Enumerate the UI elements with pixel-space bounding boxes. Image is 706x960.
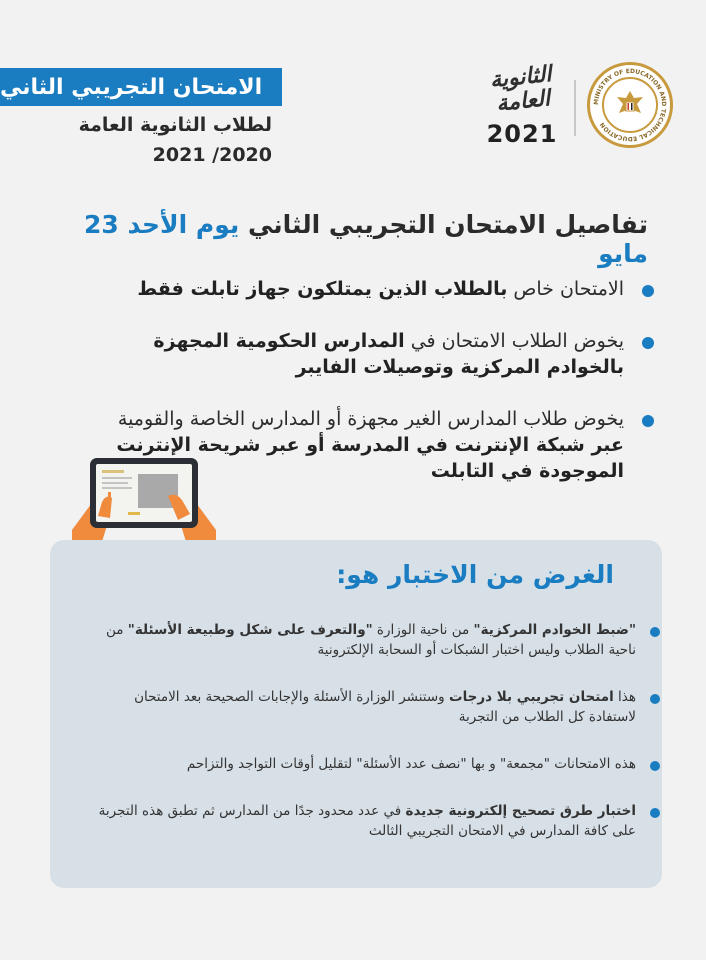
exam-title-banner bbox=[0, 68, 282, 106]
logos-area bbox=[472, 62, 672, 152]
program-year: 2021 bbox=[486, 120, 558, 148]
purpose-item-text: هذا bbox=[613, 689, 636, 705]
purpose-list bbox=[96, 620, 636, 868]
bullet-dot-icon bbox=[642, 415, 654, 427]
purpose-item-bold: "ضبط الخوادم المركزية" bbox=[473, 622, 636, 638]
bullet-dot-icon bbox=[650, 808, 660, 818]
bullet-dot-icon bbox=[650, 694, 660, 704]
details-item bbox=[84, 328, 624, 380]
details-item-bold: بالطلاب الذين يمتلكون جهاز تابلت فقط bbox=[137, 278, 508, 300]
purpose-item bbox=[96, 620, 636, 660]
details-item-bold: المدارس الحكومية المجهزة بالخوادم المركزية وتوصيلات الفايبر bbox=[153, 330, 624, 378]
bullet-dot-icon bbox=[650, 627, 660, 637]
bullet-dot-icon bbox=[642, 285, 654, 297]
details-item bbox=[84, 276, 624, 302]
purpose-item-bold: اختبار طرق تصحيح إلكترونية جديدة bbox=[405, 803, 636, 819]
purpose-item-text: وستنشر الوزارة الأسئلة والإجابات الصحيحة بعد الامتحان لاستفادة كل الطلاب من التجربة bbox=[134, 689, 636, 725]
purpose-item-bold: "والتعرف على شكل وطبيعة الأسئلة" bbox=[127, 622, 373, 638]
purpose-item-text: في عدد محدود جدًا من المدارس ثم تطبق هذه التجربة على كافة المدارس في الامتحان التجريبي الثالث bbox=[98, 803, 636, 839]
program-name: الثانوية العامة bbox=[488, 61, 553, 117]
purpose-item-text: من ناحية الوزارة bbox=[372, 622, 474, 638]
details-item-bold: عبر شبكة الإنترنت في المدرسة أو عبر شريحة الإنترنت الموجودة في التابلت bbox=[116, 434, 624, 482]
purpose-item bbox=[96, 754, 636, 774]
purpose-item-bold: امتحان تجريبي بلا درجات bbox=[449, 689, 614, 705]
logo-divider bbox=[574, 80, 576, 136]
audience-text: لطلاب الثانوية العامة bbox=[78, 114, 272, 136]
ministry-name: MINISTRY OF EDUCATION AND TECHNICAL EDUCATION bbox=[592, 67, 668, 143]
exam-title: الامتحان التجريبي الثاني bbox=[0, 74, 263, 100]
details-item-text: الامتحان خاص bbox=[507, 278, 624, 300]
details-heading-date: يوم الأحد 23 مايو bbox=[84, 210, 648, 268]
details-item-text: يخوض الطلاب الامتحان في bbox=[404, 330, 624, 352]
purpose-item bbox=[96, 687, 636, 727]
school-year-text: 2021 /2020 bbox=[152, 144, 272, 166]
details-heading bbox=[48, 210, 648, 268]
tablet-hands-icon bbox=[72, 452, 216, 548]
ministry-seal-icon bbox=[587, 62, 673, 148]
purpose-item bbox=[96, 801, 636, 841]
bullet-dot-icon bbox=[642, 337, 654, 349]
purpose-title: الغرض من الاختبار هو: bbox=[336, 560, 614, 589]
thanaweya-logo bbox=[476, 61, 568, 148]
purpose-box bbox=[50, 540, 662, 888]
details-item-text: يخوض طلاب المدارس الغير مجهزة أو المدارس الخاصة والقومية bbox=[117, 408, 624, 430]
details-heading-prefix: تفاصيل الامتحان التجريبي الثاني bbox=[247, 210, 648, 239]
purpose-item-text: من ناحية الطلاب وليس اختبار الشبكات أو السحابة الإلكترونية bbox=[105, 622, 636, 658]
seal-eagle-icon bbox=[602, 77, 658, 133]
purpose-item-text: هذه الامتحانات "مجمعة" و بها "نصف عدد الأسئلة" لتقليل أوقات التواجد والتزاحم bbox=[186, 756, 636, 772]
bullet-dot-icon bbox=[650, 761, 660, 771]
